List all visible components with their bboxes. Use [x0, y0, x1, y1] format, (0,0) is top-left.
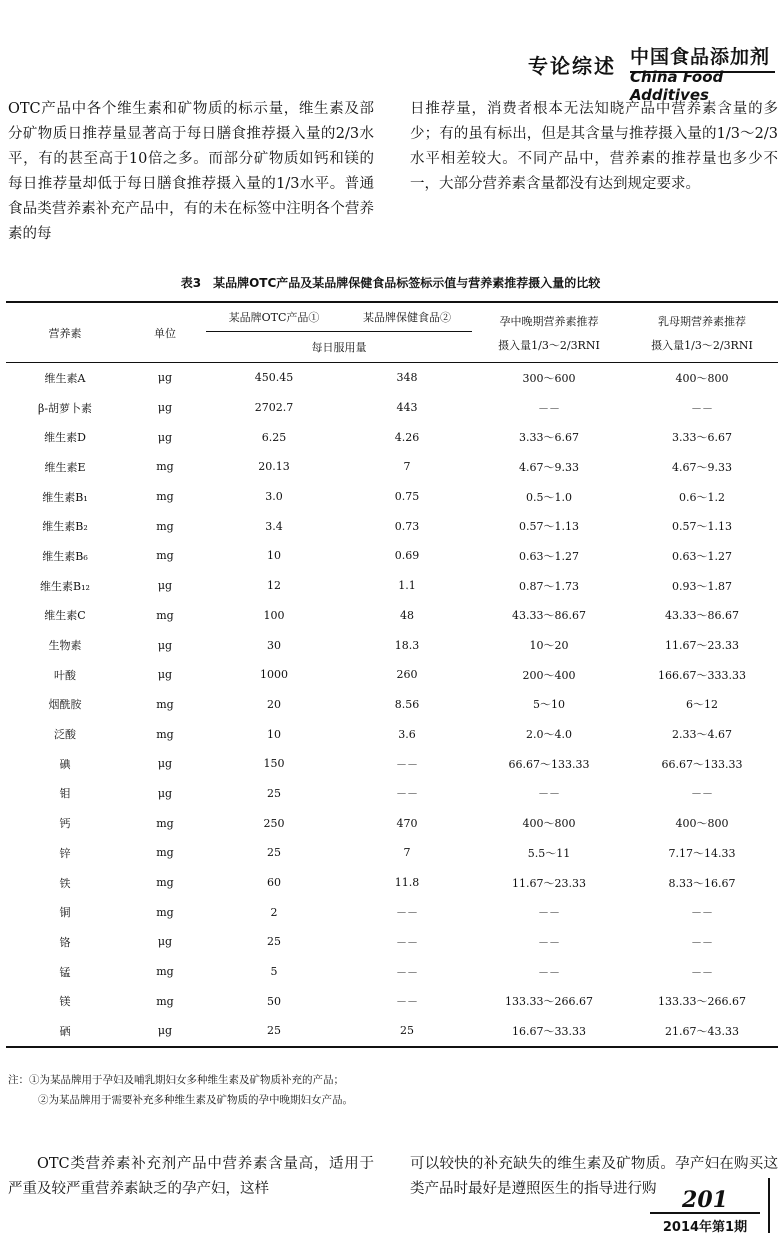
cell-health: 443: [396, 401, 418, 415]
table-row: [6, 690, 778, 720]
cell-lactation: 166.67～333.33: [658, 668, 746, 682]
table-row: [6, 601, 778, 631]
cell-health: －－: [396, 995, 418, 1009]
cell-otc: 25: [267, 1024, 281, 1038]
cell-otc: 30: [267, 638, 281, 652]
cell-unit: mg: [156, 519, 174, 533]
cell-health: 0.75: [394, 490, 420, 504]
cell-pregnancy: 0.87～1.73: [519, 579, 579, 593]
cell-health: 11.8: [394, 876, 420, 890]
cell-health: 25: [400, 1024, 414, 1038]
cell-health: －－: [396, 935, 418, 949]
cell-otc: 100: [263, 608, 285, 622]
header-daily-dose: 每日服用量: [311, 341, 367, 354]
cell-otc: 25: [267, 935, 281, 949]
cell-health: 18.3: [394, 638, 420, 652]
cell-lactation: 3.33～6.67: [672, 431, 732, 445]
cell-health: 0.73: [394, 519, 420, 533]
journal-title-en: China Food Additives: [630, 68, 724, 104]
cell-nutrient: 碘: [59, 757, 71, 771]
table-note-1: 注：①为某品牌用于孕妇及哺乳期妇女多种维生素及矿物质补充的产品；: [8, 1074, 344, 1086]
header-lactation-line2: 摄入量1/3～2/3RNI: [651, 338, 753, 352]
cell-pregnancy: 11.67～23.33: [512, 876, 586, 890]
cell-pregnancy: 66.67～133.33: [508, 757, 590, 771]
cell-nutrient: 生物素: [48, 639, 82, 653]
cell-pregnancy: 133.33～266.67: [505, 995, 593, 1009]
cell-lactation: 133.33～266.67: [658, 995, 746, 1009]
cell-otc: 450.45: [254, 371, 294, 385]
cell-otc: 150: [263, 757, 285, 771]
cell-unit: mg: [156, 460, 174, 474]
cell-nutrient: 维生素A: [44, 371, 86, 385]
cell-unit: mg: [156, 816, 174, 830]
cell-unit: μg: [157, 401, 173, 415]
body-text-bottom-left: [8, 1152, 374, 1202]
cell-unit: mg: [156, 697, 174, 711]
table-row: [6, 749, 778, 779]
cell-nutrient: 铜: [59, 906, 71, 920]
header-otc: 某品牌OTC产品①: [206, 302, 342, 332]
cell-health: －－: [396, 965, 418, 979]
issue-label: 2014年第1期: [662, 1220, 748, 1235]
table-row: [6, 719, 778, 749]
header-nutrient: 营养素: [48, 326, 82, 340]
cell-pregnancy: 400～800: [522, 817, 576, 831]
cell-unit: mg: [156, 846, 174, 860]
cell-nutrient: 维生素C: [44, 609, 86, 623]
cell-pregnancy: 3.33～6.67: [519, 431, 579, 445]
cell-nutrient: 烟酰胺: [48, 698, 82, 712]
cell-otc: 10: [267, 727, 281, 741]
cell-pregnancy: 16.67～33.33: [512, 1024, 586, 1038]
cell-otc: 250: [263, 816, 285, 830]
cell-nutrient: 钙: [59, 817, 71, 831]
cell-nutrient: 维生素E: [44, 460, 86, 474]
cell-nutrient: 钼: [59, 787, 71, 801]
cell-otc: 5: [270, 965, 278, 979]
body-text-top-left: OTC产品中各个维生素和矿物质的标示量，维生素及部分矿物质日推荐量显著高于每日膳食推荐摄入量的2/3水平，有的甚至高于10倍之多。而部分矿物质如钙和镁的每日推荐量却低于每日膳食推荐摄入量的1/3水平。普通食品类营养素补充产品中，有的未在标签中注明各个营养素的每: [8, 101, 374, 242]
cell-lactation: 11.67～23.33: [665, 639, 739, 653]
cell-lactation: 0.6～1.2: [679, 490, 725, 504]
header-pregnancy: [472, 302, 626, 363]
cell-nutrient: 维生素B₆: [42, 549, 88, 563]
cell-otc: 25: [267, 786, 281, 800]
cell-health: 3.6: [398, 727, 416, 741]
cell-health: 7: [403, 846, 411, 860]
cell-health: 8.56: [394, 697, 420, 711]
cell-lactation: 2.33～4.67: [672, 728, 732, 742]
table-row: [6, 363, 778, 393]
table-note-2: ②为某品牌用于需要补充多种维生素及矿物质的孕中晚期妇女产品。: [38, 1094, 353, 1106]
cell-health: －－: [396, 757, 418, 771]
body-text-top-right: 日推荐量，消费者根本无法知晓产品中营养素含量的多少；有的虽有标出，但是其含量与推荐摄入量的1/3～2/3水平相差较大。不同产品中，营养素的推荐量也多少不一，大部分营养素含量都没有达到规定要求。: [410, 101, 778, 192]
table-row: [6, 541, 778, 571]
cell-nutrient: 锰: [59, 965, 71, 979]
header-unit: 单位: [154, 326, 176, 340]
cell-unit: mg: [156, 608, 174, 622]
header-lactation: [626, 302, 778, 363]
cell-unit: mg: [156, 549, 174, 563]
header-pregnancy-line1: 孕中晚期营养素推荐: [499, 314, 599, 328]
cell-pregnancy: 300～600: [522, 371, 576, 385]
cell-otc: 2702.7: [254, 401, 294, 415]
table-row: [6, 808, 778, 838]
cell-pregnancy: －－: [538, 787, 560, 801]
cell-lactation: －－: [691, 965, 713, 979]
table-row: [6, 660, 778, 690]
table-row: [6, 393, 778, 423]
table-row: [6, 868, 778, 898]
cell-otc: 1000: [260, 668, 288, 682]
table-row: [6, 986, 778, 1016]
cell-unit: mg: [156, 490, 174, 504]
cell-health: 7: [403, 460, 411, 474]
table-row: [6, 838, 778, 868]
table-caption: 表3 某品牌OTC产品及某品牌保健食品标签标示值与营养素推荐摄入量的比较: [180, 276, 601, 290]
cell-lactation: －－: [691, 906, 713, 920]
cell-lactation: 400～800: [675, 371, 729, 385]
cell-unit: μg: [157, 638, 173, 652]
cell-health: 0.69: [394, 549, 420, 563]
page-header: [0, 0, 781, 104]
table-row: [6, 511, 778, 541]
cell-otc: 2: [270, 905, 278, 919]
cell-unit: μg: [157, 371, 173, 385]
header-pregnancy-line2: 摄入量1/3～2/3RNI: [498, 338, 600, 352]
cell-unit: μg: [157, 668, 173, 682]
cell-unit: mg: [156, 876, 174, 890]
cell-nutrient: 铁: [59, 876, 71, 890]
cell-pregnancy: －－: [538, 935, 560, 949]
cell-nutrient: 叶酸: [54, 668, 76, 682]
cell-otc: 3.0: [265, 490, 283, 504]
cell-pregnancy: 10～20: [529, 639, 569, 653]
cell-pregnancy: 43.33～86.67: [512, 609, 586, 623]
cell-pregnancy: 5.5～11: [527, 846, 571, 860]
cell-lactation: －－: [691, 787, 713, 801]
journal-title-cn: 中国食品添加剂: [630, 42, 775, 73]
cell-nutrient: β-胡萝卜素: [37, 401, 93, 415]
cell-lactation: 4.67～9.33: [672, 460, 732, 474]
cell-unit: μg: [157, 430, 173, 444]
table-row: [6, 779, 778, 809]
cell-pregnancy: 5～10: [533, 698, 565, 712]
cell-otc: 10: [267, 549, 281, 563]
cell-health: 48: [400, 608, 414, 622]
footer-rule: [768, 1178, 770, 1233]
cell-nutrient: 维生素B₁₂: [40, 579, 90, 593]
table-row: [6, 630, 778, 660]
cell-pregnancy: 200～400: [522, 668, 576, 682]
page-number: 201: [650, 1188, 760, 1214]
table-body: [6, 363, 778, 1047]
cell-unit: mg: [156, 905, 174, 919]
cell-pregnancy: －－: [538, 906, 560, 920]
cell-pregnancy: －－: [538, 401, 560, 415]
cell-unit: μg: [157, 1024, 173, 1038]
cell-otc: 60: [267, 876, 281, 890]
cell-lactation: 0.93～1.87: [672, 579, 732, 593]
cell-otc: 6.25: [261, 430, 287, 444]
cell-lactation: 6～12: [686, 698, 718, 712]
cell-health: －－: [396, 787, 418, 801]
cell-otc: 3.4: [265, 519, 283, 533]
cell-lactation: 43.33～86.67: [665, 609, 739, 623]
cell-otc: 20.13: [258, 460, 290, 474]
cell-unit: mg: [156, 994, 174, 1008]
cell-pregnancy: 2.0～4.0: [526, 728, 572, 742]
table-row: [6, 1016, 778, 1047]
header-lactation-line1: 乳母期营养素推荐: [658, 314, 746, 328]
cell-health: 470: [396, 816, 418, 830]
cell-lactation: 21.67～43.33: [665, 1024, 739, 1038]
section-title: 专论综述: [528, 54, 616, 78]
cell-nutrient: 锌: [59, 846, 71, 860]
cell-pregnancy: 4.67～9.33: [519, 460, 579, 474]
cell-lactation: 400～800: [675, 817, 729, 831]
cell-unit: mg: [156, 965, 174, 979]
table-notes: [8, 1070, 778, 1110]
table-row: [6, 452, 778, 482]
cell-nutrient: 维生素D: [44, 431, 86, 445]
cell-otc: 12: [267, 579, 281, 593]
cell-lactation: 7.17～14.33: [668, 846, 736, 860]
cell-health: 1.1: [398, 579, 416, 593]
cell-nutrient: 硒: [59, 1024, 71, 1038]
cell-nutrient: 铬: [59, 935, 71, 949]
table-row: [6, 422, 778, 452]
cell-unit: μg: [157, 757, 173, 771]
cell-lactation: 66.67～133.33: [661, 757, 743, 771]
cell-pregnancy: 0.5～1.0: [526, 490, 572, 504]
cell-nutrient: 维生素B₁: [42, 490, 88, 504]
cell-otc: 20: [267, 697, 281, 711]
cell-unit: μg: [157, 935, 173, 949]
cell-health: 348: [396, 371, 418, 385]
cell-lactation: －－: [691, 935, 713, 949]
cell-nutrient: 泛酸: [54, 728, 76, 742]
cell-lactation: －－: [691, 401, 713, 415]
cell-pregnancy: 0.57～1.13: [519, 520, 579, 534]
body-text-bottom-right: 可以较快的补充缺失的维生素及矿物质。孕产妇在购买这类产品时最好是遵照医生的指导进行购: [410, 1156, 778, 1197]
nutrient-comparison-table: [6, 301, 778, 1048]
header-health: 某品牌保健食品②: [342, 302, 472, 332]
table-row: [6, 957, 778, 987]
body-text-bottom-left-text: OTC类营养素补充剂产品中营养素含量高，适用于严重及较严重营养素缺乏的孕产妇，这样: [8, 1156, 374, 1197]
table-row: [6, 897, 778, 927]
cell-otc: 25: [267, 846, 281, 860]
cell-health: 4.26: [394, 430, 420, 444]
cell-nutrient: 镁: [59, 995, 71, 1009]
table-row: [6, 927, 778, 957]
cell-health: 260: [396, 668, 418, 682]
cell-unit: μg: [157, 786, 173, 800]
cell-pregnancy: －－: [538, 965, 560, 979]
cell-nutrient: 维生素B₂: [42, 520, 88, 534]
table-row: [6, 482, 778, 512]
cell-lactation: 8.33～16.67: [668, 876, 736, 890]
cell-lactation: 0.57～1.13: [672, 520, 732, 534]
cell-health: －－: [396, 906, 418, 920]
cell-lactation: 0.63～1.27: [672, 549, 732, 563]
cell-unit: mg: [156, 727, 174, 741]
cell-pregnancy: 0.63～1.27: [519, 549, 579, 563]
cell-unit: μg: [157, 579, 173, 593]
cell-otc: 50: [267, 994, 281, 1008]
table-row: [6, 571, 778, 601]
